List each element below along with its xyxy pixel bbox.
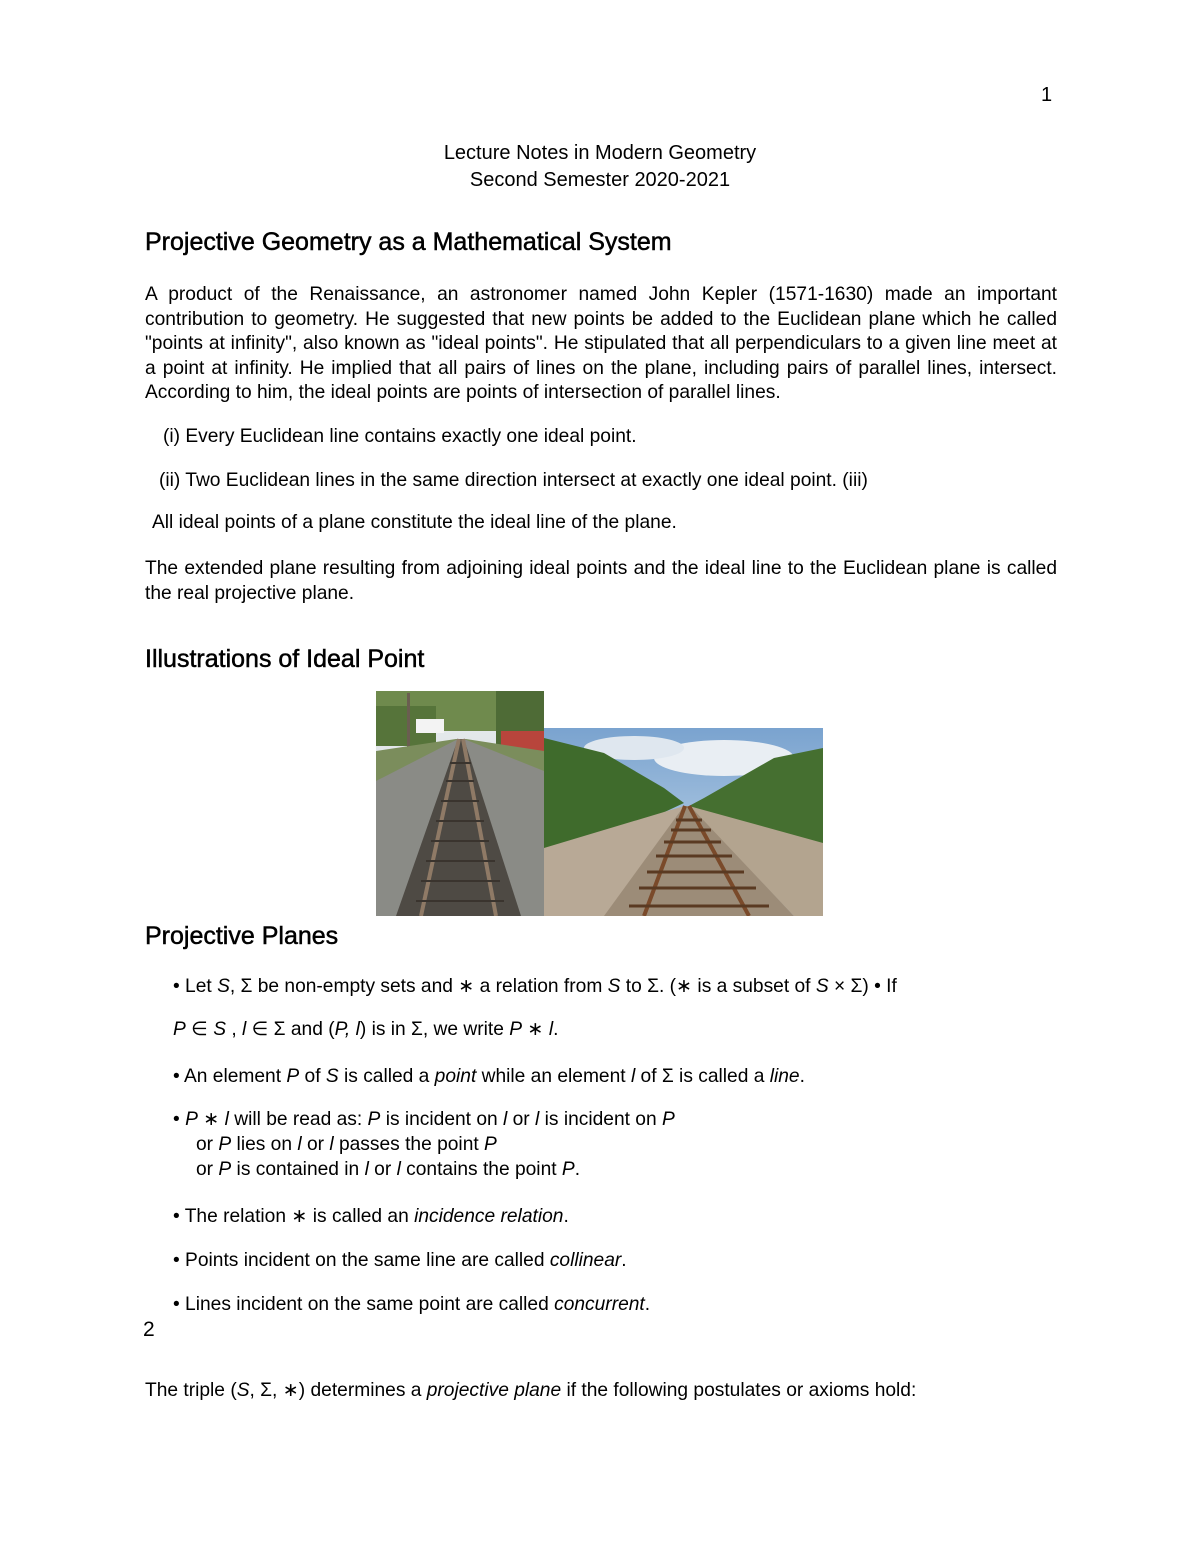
term-concurrent: concurrent (554, 1294, 645, 1315)
text-segment: is incident on (380, 1109, 504, 1130)
variable-l: l (535, 1109, 540, 1130)
bullet-glyph: • (173, 1294, 180, 1315)
variable-l: l (548, 1019, 554, 1040)
text-segment: is called a (338, 1066, 435, 1087)
text-segment: of (299, 1066, 326, 1087)
variable-p: P (484, 1134, 497, 1155)
text-segment: Lines incident on the same point are called (179, 1294, 555, 1315)
text-segment: An element (179, 1066, 287, 1087)
bullet-glyph: • (173, 1206, 180, 1227)
variable-p: P (561, 1159, 575, 1180)
variable-p: P (509, 1019, 523, 1040)
text-segment: The triple ( (145, 1380, 237, 1401)
variable-p: P (218, 1159, 232, 1180)
term-line: line (769, 1066, 800, 1087)
term-point: point (434, 1066, 477, 1087)
intro-paragraph: A product of the Renaissance, an astronomer named John Kepler (1571-1630) made an important contribution to geometry. He suggested that new points be added to the Euclidean plane which he called "points at infinity", also known as "ideal points". He stipulated that all perpendiculars to a given line meet at a point at infinity. He implied that all pairs of lines on the plane, including pairs of parallel lines, intersect. According to him, the ideal points are points of intersection of parallel lines. (145, 284, 1057, 403)
text-segment: ∈ (185, 1019, 214, 1040)
text-segment: Points incident on the same line are called (179, 1250, 550, 1271)
list-item-i: (i) Every Euclidean line contains exactly one ideal point. (163, 426, 637, 447)
text-segment: or (196, 1134, 219, 1155)
variable-l: l (224, 1109, 229, 1130)
text-segment: . (553, 1019, 559, 1040)
incidence-reading-line-3 (196, 1158, 580, 1182)
term-incidence-relation: incidence relation (414, 1206, 564, 1227)
variable-l: l (329, 1134, 334, 1155)
text-segment: is contained in (231, 1159, 365, 1180)
bullet-glyph: • (173, 976, 180, 997)
term-collinear: collinear (549, 1250, 622, 1271)
text-segment: or (301, 1134, 330, 1155)
variable-l: l (503, 1109, 508, 1130)
variable-p: P (661, 1109, 675, 1130)
variable-p: P (367, 1109, 381, 1130)
railroad-track-photo-right (544, 728, 823, 916)
text-segment: Let (179, 976, 218, 997)
variable-s: S (325, 1066, 339, 1087)
variable-p: P (173, 1019, 186, 1040)
text-segment: The relation ∗ is called an (179, 1206, 415, 1227)
text-segment: passes the point (333, 1134, 485, 1155)
list-item-iii: All ideal points of a plane constitute the ideal line of the plane. (152, 512, 677, 533)
text-segment: ∗ (522, 1019, 549, 1040)
text-segment: . (799, 1066, 805, 1087)
course-title: Lecture Notes in Modern Geometry (443, 142, 757, 164)
text-segment: is incident on (539, 1109, 662, 1130)
variable-s: S (815, 976, 829, 997)
variable-p: P (286, 1066, 300, 1087)
variable-p: P (185, 1109, 198, 1130)
text-segment: will be read as: (228, 1109, 368, 1130)
text-segment: . (563, 1206, 569, 1227)
text-segment: or (507, 1109, 536, 1130)
section-heading-illustrations: Illustrations of Ideal Point (145, 645, 425, 673)
closing-paragraph: The extended plane resulting from adjoining ideal points and the ideal line to the Euclidean plane is called the real projective plane. (145, 558, 1057, 604)
text-segment: to Σ. (∗ is a subset of (620, 976, 816, 997)
text-segment: . (644, 1294, 651, 1315)
bullet-incidence-reading (173, 1108, 675, 1132)
bullet-glyph: • (173, 1109, 180, 1130)
semester-label: Second Semester 2020-2021 (469, 169, 731, 191)
text-segment: or (196, 1159, 219, 1180)
text-segment: . (621, 1250, 627, 1271)
variable-l: l (297, 1134, 302, 1155)
variable-s: S (217, 976, 230, 997)
text-segment: lies on (231, 1134, 298, 1155)
text-segment: contains the point (400, 1159, 562, 1180)
text-segment: , Σ be non-empty sets and ∗ a relation from (229, 976, 608, 997)
railroad-track-photo-left (376, 691, 544, 916)
text-segment: or (368, 1159, 397, 1180)
list-item-ii: (ii) Two Euclidean lines in the same direction intersect at exactly one ideal point. (iii) (159, 470, 868, 491)
text-segment: , (226, 1019, 243, 1040)
page-number: 1 (1041, 84, 1053, 106)
bullet-concurrent (173, 1293, 650, 1317)
variable-p: P (218, 1134, 232, 1155)
bullet-incidence-relation (173, 1205, 569, 1229)
bullet-point-line-definition (173, 1065, 805, 1089)
page-number: 2 (143, 1318, 155, 1341)
incidence-reading-line-2 (196, 1133, 497, 1157)
text-segment: of Σ is called a (635, 1066, 770, 1087)
text-segment: while an element (476, 1066, 631, 1087)
variable-l: l (242, 1019, 247, 1040)
variable-l: l (396, 1159, 401, 1180)
variable-s: S (607, 976, 621, 997)
bullet-collinear (173, 1249, 627, 1273)
text-segment: . (574, 1159, 581, 1180)
variable-s: S (236, 1380, 250, 1401)
bullet-glyph: • (173, 1250, 180, 1271)
text-segment: × Σ) • If (828, 976, 897, 997)
bullet-sets-definition-continued (173, 1018, 558, 1042)
bullet-sets-definition (173, 975, 897, 999)
variable-l: l (630, 1066, 636, 1087)
section-heading-projective-geometry: Projective Geometry as a Mathematical System (145, 228, 672, 256)
text-segment: ) is in Σ, we write (359, 1019, 510, 1040)
text-segment: ∈ Σ and ( (246, 1019, 335, 1040)
variable-s: S (213, 1019, 227, 1040)
text-segment: if the following postulates or axioms hold: (561, 1380, 917, 1401)
text-segment: , Σ, ∗) determines a (249, 1380, 427, 1401)
text-segment: ∗ (197, 1109, 225, 1130)
variable-pl: P, l (334, 1019, 360, 1040)
term-projective-plane: projective plane (426, 1380, 562, 1401)
variable-l: l (364, 1159, 369, 1180)
bullet-glyph: • (173, 1066, 180, 1087)
section-heading-projective-planes: Projective Planes (145, 922, 339, 950)
projective-plane-intro (145, 1379, 916, 1403)
